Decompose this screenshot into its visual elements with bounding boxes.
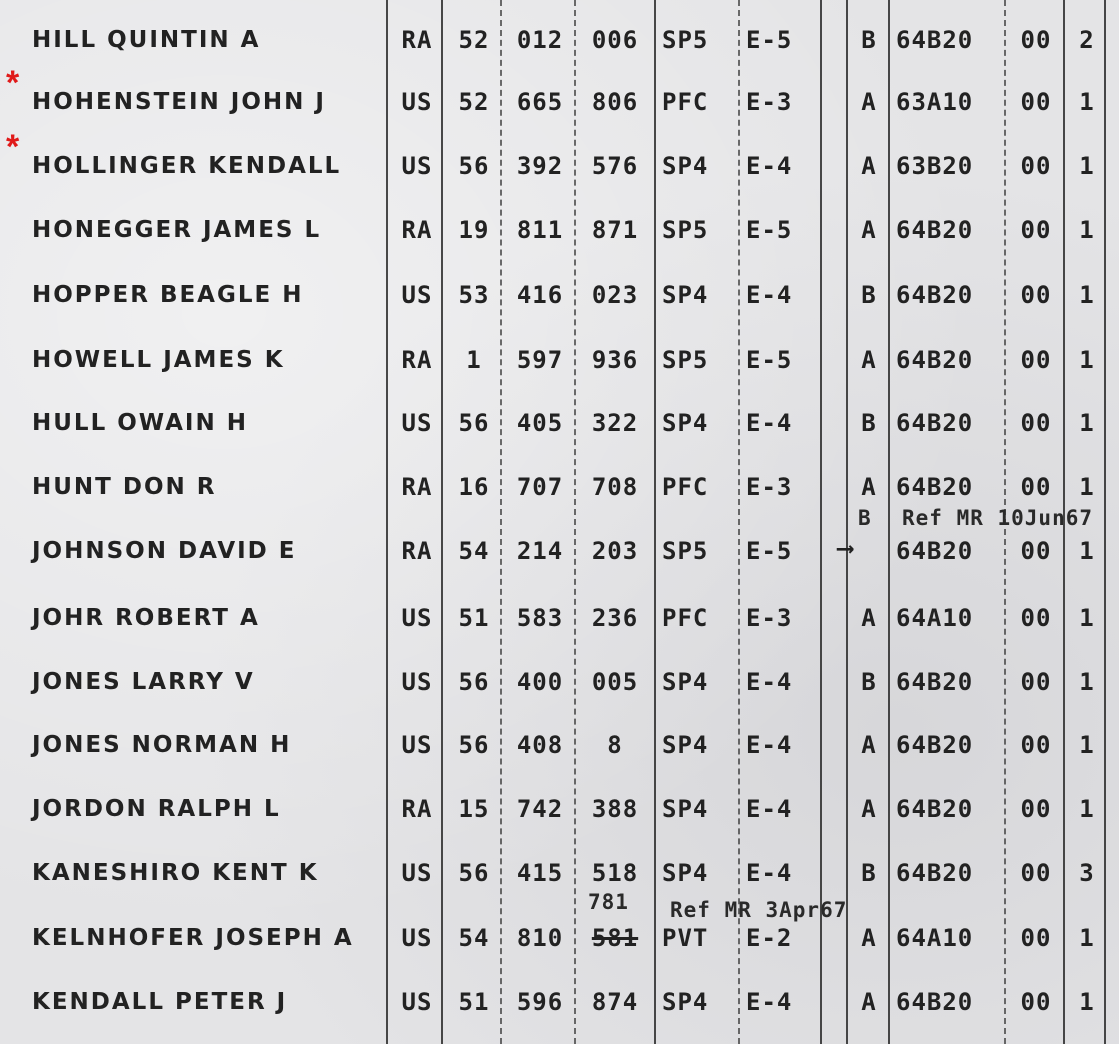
pay-grade-cell: E-4: [746, 731, 793, 759]
soldier-name: HULL OWAIN H: [32, 410, 248, 436]
mos-code-cell: 64B20: [896, 473, 974, 501]
service-number-part2-cell: 408: [516, 731, 564, 759]
mos-suffix-cell: 00: [1020, 731, 1052, 759]
pay-grade-cell: E-2: [746, 924, 793, 952]
rank-cell: SP4: [662, 988, 709, 1016]
kelnhofer-annotation: Ref MR 3Apr67: [670, 898, 848, 922]
service-number-part2-cell: 810: [516, 924, 564, 952]
table-row: [0, 715, 1119, 775]
hunt-annotation-class: B: [858, 506, 872, 530]
table-row: [0, 588, 1119, 648]
soldier-name: HUNT DON R: [32, 474, 217, 500]
service-number-part2-cell: 742: [516, 795, 564, 823]
pay-grade-cell: E-4: [746, 859, 793, 887]
table-row: [0, 64, 1119, 132]
service-number-part2-cell: 405: [516, 409, 564, 437]
service-number-part1-cell: 51: [458, 604, 490, 632]
service-number-part1-cell: 56: [458, 668, 490, 696]
soldier-name: KELNHOFER JOSEPH A: [32, 925, 354, 951]
mos-code-cell: 64A10: [896, 604, 974, 632]
rank-cell: SP4: [662, 859, 709, 887]
mos-suffix-cell: 00: [1020, 26, 1052, 54]
rank-cell: PFC: [662, 473, 709, 501]
class-code-cell: A: [861, 346, 877, 374]
table-row: [0, 128, 1119, 196]
count-cell: 1: [1079, 152, 1095, 180]
pay-grade-cell: E-5: [746, 26, 793, 54]
mos-suffix-cell: 00: [1020, 409, 1052, 437]
soldier-name: HILL QUINTIN A: [32, 27, 261, 53]
component-cell: RA: [401, 346, 433, 374]
table-row: [0, 779, 1119, 839]
asterisk-mark: *: [6, 64, 20, 102]
pay-grade-cell: E-4: [746, 409, 793, 437]
service-number-part2-cell: 665: [516, 88, 564, 116]
service-number-part1-cell: 54: [458, 924, 490, 952]
pay-grade-cell: E-5: [746, 537, 793, 565]
component-cell: US: [401, 604, 433, 632]
pay-grade-cell: E-4: [746, 281, 793, 309]
mos-suffix-cell: 00: [1020, 346, 1052, 374]
component-cell: US: [401, 859, 433, 887]
count-cell: 1: [1079, 346, 1095, 374]
component-cell: US: [401, 988, 433, 1016]
arrow-icon: ⟶: [838, 534, 853, 562]
mos-code-cell: 64A10: [896, 924, 974, 952]
soldier-name: JONES LARRY V: [32, 669, 255, 695]
component-cell: US: [401, 281, 433, 309]
service-number-part3-cell: 236: [591, 604, 639, 632]
mos-suffix-cell: 00: [1020, 988, 1052, 1016]
service-number-part3-cell: 806: [591, 88, 639, 116]
count-cell: 1: [1079, 924, 1095, 952]
service-number-part2-cell: 707: [516, 473, 564, 501]
class-code-cell: A: [861, 924, 877, 952]
pay-grade-cell: E-3: [746, 473, 793, 501]
component-cell: US: [401, 924, 433, 952]
service-number-part1-cell: 56: [458, 152, 490, 180]
mos-suffix-cell: 00: [1020, 537, 1052, 565]
rank-cell: SP4: [662, 668, 709, 696]
class-code-cell: B: [861, 26, 877, 54]
count-cell: 3: [1079, 859, 1095, 887]
service-number-part2-cell: 400: [516, 668, 564, 696]
component-cell: US: [401, 668, 433, 696]
pay-grade-cell: E-3: [746, 604, 793, 632]
table-row: [0, 200, 1119, 260]
rank-cell: PFC: [662, 88, 709, 116]
rank-cell: PVT: [662, 924, 709, 952]
count-cell: 1: [1079, 668, 1095, 696]
mos-suffix-cell: 00: [1020, 473, 1052, 501]
component-cell: RA: [401, 26, 433, 54]
service-number-part2-cell: 415: [516, 859, 564, 887]
service-number-part3-cell: 871: [591, 216, 639, 244]
mos-code-cell: 64B20: [896, 216, 974, 244]
count-cell: 1: [1079, 409, 1095, 437]
soldier-name: JORDON RALPH L: [32, 796, 281, 822]
service-number-part3-cell: 936: [591, 346, 639, 374]
soldier-name: HOPPER BEAGLE H: [32, 282, 304, 308]
class-code-cell: B: [861, 281, 877, 309]
service-number-part3-cell: 322: [591, 409, 639, 437]
table-row: [0, 330, 1119, 390]
service-number-part2-cell: 597: [516, 346, 564, 374]
service-number-part1-cell: 56: [458, 409, 490, 437]
table-row: [0, 652, 1119, 712]
class-code-cell: A: [861, 88, 877, 116]
count-cell: 1: [1079, 988, 1095, 1016]
component-cell: RA: [401, 216, 433, 244]
pay-grade-cell: E-4: [746, 152, 793, 180]
pay-grade-cell: E-3: [746, 88, 793, 116]
table-row: [0, 908, 1119, 968]
service-number-part1-cell: 53: [458, 281, 490, 309]
mos-code-cell: 63B20: [896, 152, 974, 180]
rank-cell: PFC: [662, 604, 709, 632]
service-number-part2-cell: 012: [516, 26, 564, 54]
mos-code-cell: 64B20: [896, 795, 974, 823]
service-number-part1-cell: 1: [466, 346, 482, 374]
class-code-cell: A: [861, 473, 877, 501]
service-number-part2-cell: 596: [516, 988, 564, 1016]
service-number-part3-cell: 388: [591, 795, 639, 823]
mos-code-cell: 64B20: [896, 668, 974, 696]
service-number-part3-cell: 006: [591, 26, 639, 54]
class-code-cell: B: [861, 859, 877, 887]
service-number-part1-cell: 52: [458, 88, 490, 116]
service-number-part2-cell: 416: [516, 281, 564, 309]
class-code-cell: B: [861, 409, 877, 437]
service-number-part1-cell: 16: [458, 473, 490, 501]
rank-cell: SP5: [662, 346, 709, 374]
service-number-part3-cell: 708: [591, 473, 639, 501]
component-cell: US: [401, 409, 433, 437]
rank-cell: SP4: [662, 152, 709, 180]
pay-grade-cell: E-4: [746, 668, 793, 696]
class-code-cell: A: [861, 216, 877, 244]
mos-suffix-cell: 00: [1020, 604, 1052, 632]
mos-suffix-cell: 00: [1020, 668, 1052, 696]
mos-suffix-cell: 00: [1020, 281, 1052, 309]
class-code-cell: [856, 521, 882, 581]
service-number-part2-cell: 811: [516, 216, 564, 244]
soldier-name: JOHR ROBERT A: [32, 605, 260, 631]
pay-grade-cell: E-4: [746, 795, 793, 823]
soldier-name: HONEGGER JAMES L: [32, 217, 322, 243]
service-number-part3-cell: 005: [591, 668, 639, 696]
table-row: [0, 10, 1119, 70]
component-cell: US: [401, 152, 433, 180]
pay-grade-cell: E-5: [746, 216, 793, 244]
class-code-cell: A: [861, 988, 877, 1016]
component-cell: RA: [401, 537, 433, 565]
component-cell: US: [401, 731, 433, 759]
class-code-cell: A: [861, 604, 877, 632]
service-number-part2-cell: 214: [516, 537, 564, 565]
soldier-name: HOLLINGER KENDALL: [32, 153, 342, 179]
rank-cell: SP5: [662, 26, 709, 54]
soldier-name: JONES NORMAN H: [32, 732, 292, 758]
mos-code-cell: 64B20: [896, 859, 974, 887]
mos-code-cell: 64B20: [896, 731, 974, 759]
service-number-part1-cell: 54: [458, 537, 490, 565]
mos-code-cell: 63A10: [896, 88, 974, 116]
count-cell: 1: [1079, 537, 1095, 565]
rank-cell: SP4: [662, 795, 709, 823]
rank-cell: SP5: [662, 216, 709, 244]
service-number-part1-cell: 15: [458, 795, 490, 823]
table-row: [0, 843, 1119, 903]
service-number-part1-cell: 56: [458, 731, 490, 759]
class-code-cell: A: [861, 731, 877, 759]
mos-code-cell: 64B20: [896, 281, 974, 309]
class-code-cell: B: [861, 668, 877, 696]
rank-cell: SP4: [662, 731, 709, 759]
pay-grade-cell: E-4: [746, 988, 793, 1016]
mos-code-cell: 64B20: [896, 409, 974, 437]
service-number-part1-cell: 51: [458, 988, 490, 1016]
class-code-cell: A: [861, 795, 877, 823]
soldier-name: HOHENSTEIN JOHN J: [32, 89, 326, 115]
table-row: [0, 972, 1119, 1032]
mos-suffix-cell: 00: [1020, 924, 1052, 952]
component-cell: US: [401, 88, 433, 116]
table-row: [0, 393, 1119, 453]
mos-suffix-cell: 00: [1020, 795, 1052, 823]
mos-code-cell: 64B20: [896, 26, 974, 54]
asterisk-mark: *: [6, 128, 20, 166]
table-row: [0, 265, 1119, 325]
soldier-name: HOWELL JAMES K: [32, 347, 285, 373]
soldier-name: KANESHIRO KENT K: [32, 860, 319, 886]
mos-suffix-cell: 00: [1020, 859, 1052, 887]
mos-code-cell: 64B20: [896, 537, 974, 565]
mos-code-cell: 64B20: [896, 988, 974, 1016]
table-row: [0, 521, 1119, 581]
mos-suffix-cell: 00: [1020, 88, 1052, 116]
count-cell: 1: [1079, 795, 1095, 823]
component-cell: RA: [401, 473, 433, 501]
service-number-part1-cell: 56: [458, 859, 490, 887]
rank-cell: SP4: [662, 409, 709, 437]
mos-suffix-cell: 00: [1020, 152, 1052, 180]
class-code-cell: A: [861, 152, 877, 180]
service-number-part1-cell: 19: [458, 216, 490, 244]
count-cell: 1: [1079, 281, 1095, 309]
count-cell: 1: [1079, 604, 1095, 632]
service-number-part3-cell: 203: [591, 537, 639, 565]
service-number-part2-cell: 583: [516, 604, 564, 632]
service-number-part3-cell: 8: [607, 731, 623, 759]
service-number-part1-cell: 52: [458, 26, 490, 54]
count-cell: 2: [1079, 26, 1095, 54]
rank-cell: SP4: [662, 281, 709, 309]
service-number-part3-cell: 581: [591, 924, 639, 952]
pay-grade-cell: E-5: [746, 346, 793, 374]
kelnhofer-correction: 781: [588, 890, 629, 914]
soldier-name: JOHNSON DAVID E: [32, 538, 297, 564]
count-cell: 1: [1079, 731, 1095, 759]
service-number-part3-cell: 874: [591, 988, 639, 1016]
mos-suffix-cell: 00: [1020, 216, 1052, 244]
hunt-annotation: Ref MR 10Jun67: [902, 506, 1094, 530]
component-cell: RA: [401, 795, 433, 823]
count-cell: 1: [1079, 88, 1095, 116]
mos-code-cell: 64B20: [896, 346, 974, 374]
rank-cell: SP5: [662, 537, 709, 565]
count-cell: 1: [1079, 473, 1095, 501]
service-number-part3-cell: 576: [591, 152, 639, 180]
service-number-part3-cell: 518: [591, 859, 639, 887]
count-cell: 1: [1079, 216, 1095, 244]
service-number-part2-cell: 392: [516, 152, 564, 180]
soldier-name: KENDALL PETER J: [32, 989, 288, 1015]
service-number-part3-cell: 023: [591, 281, 639, 309]
